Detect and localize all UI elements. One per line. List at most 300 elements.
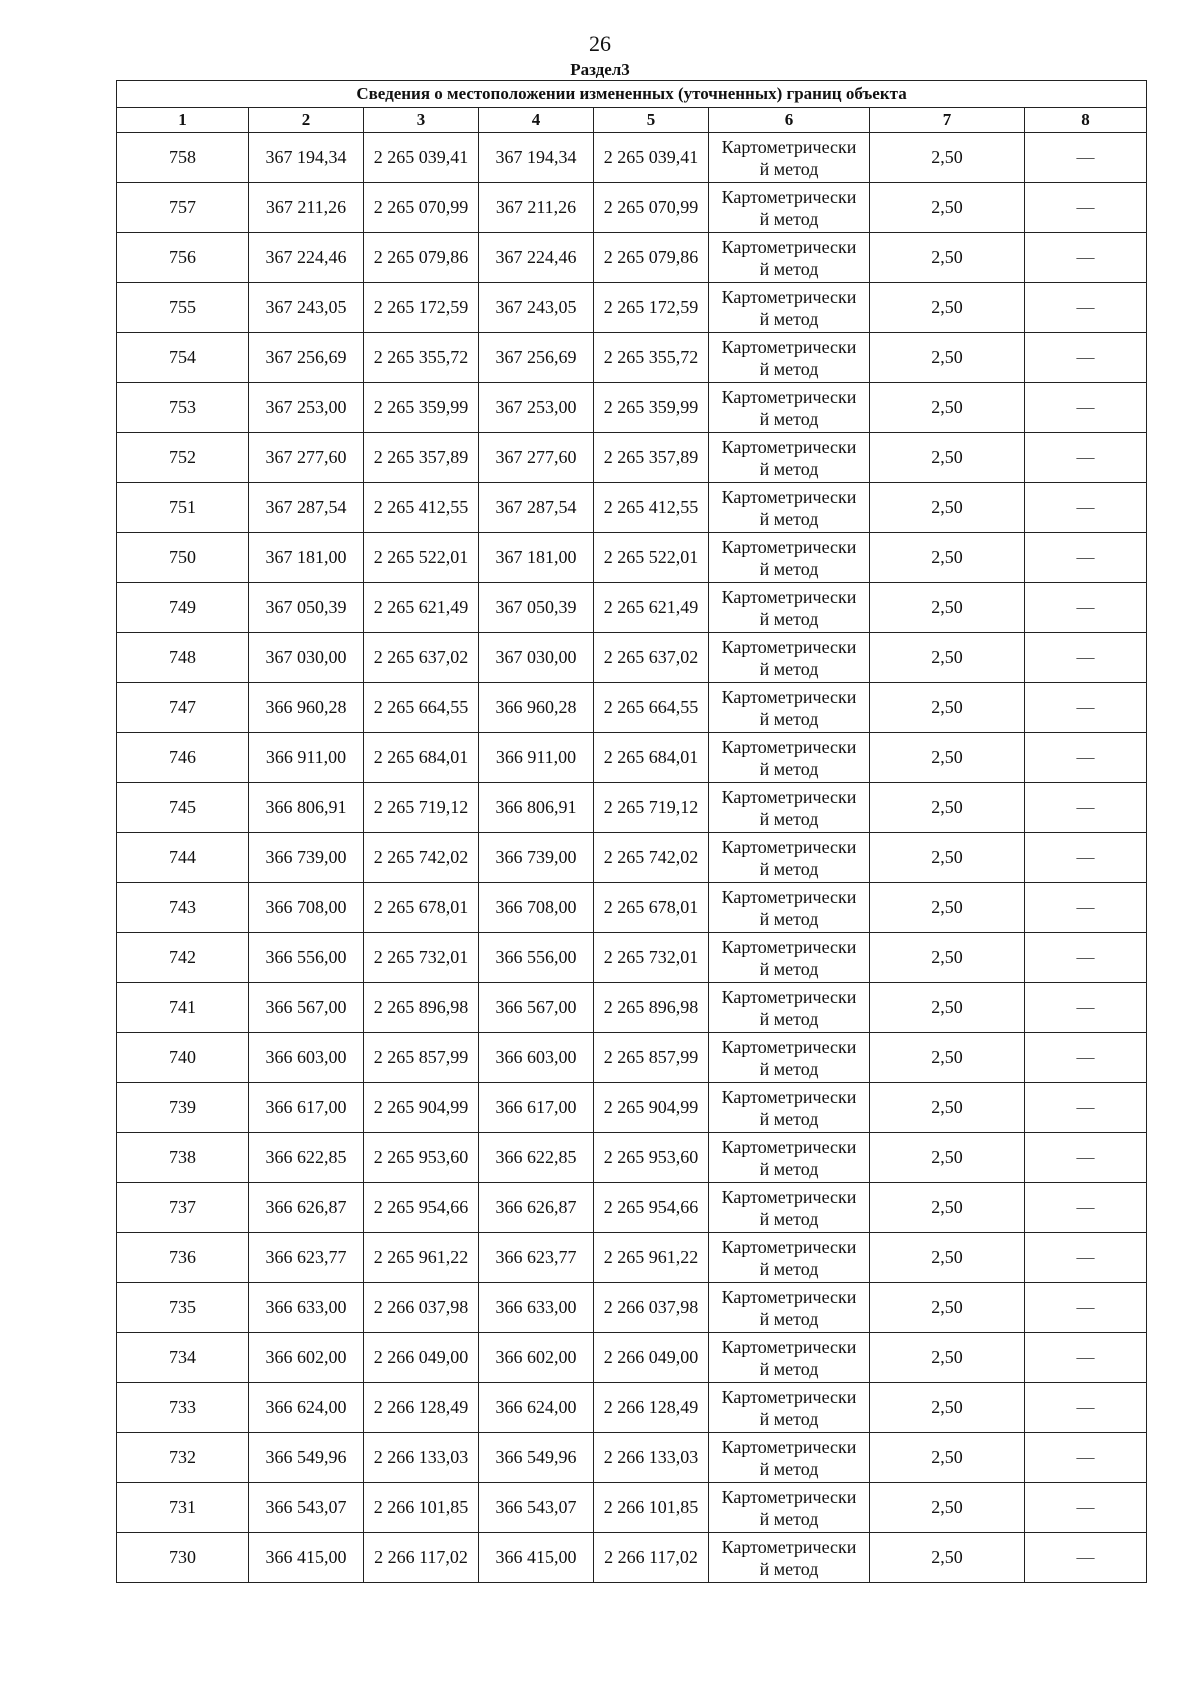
note-cell: — — [1025, 283, 1147, 333]
table-row — [117, 1333, 1147, 1383]
accuracy-cell: 2,50 — [870, 733, 1025, 783]
column-number-row — [117, 108, 1147, 133]
method-cell — [709, 283, 870, 333]
table-row — [117, 1483, 1147, 1533]
point-number-cell: 754 — [117, 333, 249, 383]
existing-y-cell: 2 265 079,86 — [364, 233, 479, 283]
table-row — [117, 183, 1147, 233]
existing-y-cell: 2 265 953,60 — [364, 1133, 479, 1183]
refined-x-cell: 366 603,00 — [479, 1033, 594, 1083]
method-line: й метод — [759, 1058, 819, 1079]
accuracy-cell: 2,50 — [870, 1533, 1025, 1583]
existing-y-cell: 2 265 742,02 — [364, 833, 479, 883]
method-line: Картометрически — [721, 236, 857, 257]
accuracy-cell: 2,50 — [870, 1233, 1025, 1283]
table-row — [117, 1233, 1147, 1283]
existing-x-cell: 366 617,00 — [249, 1083, 364, 1133]
method-line: Картометрически — [721, 886, 857, 907]
method-line: Картометрически — [721, 836, 857, 857]
method-cell — [709, 1483, 870, 1533]
table-row — [117, 1033, 1147, 1083]
method-cell — [709, 1233, 870, 1283]
method-line: Картометрически — [721, 1486, 857, 1507]
method-cell — [709, 383, 870, 433]
method-line: й метод — [759, 1308, 819, 1329]
method-line: Картометрически — [721, 1036, 857, 1057]
existing-x-cell: 367 050,39 — [249, 583, 364, 633]
accuracy-cell: 2,50 — [870, 883, 1025, 933]
refined-x-cell: 366 415,00 — [479, 1533, 594, 1583]
refined-x-cell: 367 030,00 — [479, 633, 594, 683]
accuracy-cell: 2,50 — [870, 1083, 1025, 1133]
method-line: Картометрически — [721, 136, 857, 157]
method-line: Картометрически — [721, 636, 857, 657]
refined-y-cell: 2 265 621,49 — [594, 583, 709, 633]
refined-y-cell: 2 265 172,59 — [594, 283, 709, 333]
method-cell — [709, 983, 870, 1033]
refined-x-cell: 366 556,00 — [479, 933, 594, 983]
refined-x-cell: 366 567,00 — [479, 983, 594, 1033]
method-cell — [709, 1033, 870, 1083]
method-line: Картометрически — [721, 1286, 857, 1307]
method-line: Картометрически — [721, 336, 857, 357]
method-line: й метод — [759, 208, 819, 229]
accuracy-cell: 2,50 — [870, 783, 1025, 833]
refined-y-cell: 2 265 678,01 — [594, 883, 709, 933]
method-line: й метод — [759, 1158, 819, 1179]
accuracy-cell: 2,50 — [870, 683, 1025, 733]
refined-x-cell: 367 287,54 — [479, 483, 594, 533]
refined-y-cell: 2 265 961,22 — [594, 1233, 709, 1283]
table-caption: Сведения о местоположении измененных (уточненных) границ объекта — [117, 81, 1147, 108]
method-cell — [709, 183, 870, 233]
method-line: й метод — [759, 1408, 819, 1429]
existing-y-cell: 2 265 412,55 — [364, 483, 479, 533]
point-number-cell: 753 — [117, 383, 249, 433]
note-cell: — — [1025, 333, 1147, 383]
existing-x-cell: 366 602,00 — [249, 1333, 364, 1383]
method-cell — [709, 633, 870, 683]
point-number-cell: 739 — [117, 1083, 249, 1133]
method-line: Картометрически — [721, 1086, 857, 1107]
method-cell — [709, 1333, 870, 1383]
method-line: Картометрически — [721, 1336, 857, 1357]
method-line: Картометрически — [721, 1436, 857, 1457]
note-cell: — — [1025, 983, 1147, 1033]
method-cell — [709, 1283, 870, 1333]
existing-y-cell: 2 266 037,98 — [364, 1283, 479, 1333]
note-cell: — — [1025, 533, 1147, 583]
refined-x-cell: 366 617,00 — [479, 1083, 594, 1133]
existing-x-cell: 367 277,60 — [249, 433, 364, 483]
existing-x-cell: 367 287,54 — [249, 483, 364, 533]
refined-x-cell: 366 806,91 — [479, 783, 594, 833]
existing-y-cell: 2 265 637,02 — [364, 633, 479, 683]
method-line: Картометрически — [721, 986, 857, 1007]
method-line: й метод — [759, 1458, 819, 1479]
table-row — [117, 583, 1147, 633]
existing-y-cell: 2 265 172,59 — [364, 283, 479, 333]
note-cell: — — [1025, 383, 1147, 433]
point-number-cell: 750 — [117, 533, 249, 583]
existing-x-cell: 366 739,00 — [249, 833, 364, 883]
method-cell — [709, 533, 870, 583]
note-cell: — — [1025, 1083, 1147, 1133]
method-line: й метод — [759, 958, 819, 979]
accuracy-cell: 2,50 — [870, 483, 1025, 533]
method-line: Картометрически — [721, 1536, 857, 1557]
existing-y-cell: 2 265 732,01 — [364, 933, 479, 983]
table-row — [117, 983, 1147, 1033]
refined-x-cell: 366 623,77 — [479, 1233, 594, 1283]
method-line: й метод — [759, 658, 819, 679]
refined-x-cell: 366 549,96 — [479, 1433, 594, 1483]
refined-y-cell: 2 266 133,03 — [594, 1433, 709, 1483]
refined-x-cell: 367 253,00 — [479, 383, 594, 433]
existing-y-cell: 2 265 355,72 — [364, 333, 479, 383]
accuracy-cell: 2,50 — [870, 1283, 1025, 1333]
refined-y-cell: 2 266 117,02 — [594, 1533, 709, 1583]
note-cell: — — [1025, 1183, 1147, 1233]
point-number-cell: 736 — [117, 1233, 249, 1283]
refined-x-cell: 366 911,00 — [479, 733, 594, 783]
note-cell: — — [1025, 683, 1147, 733]
accuracy-cell: 2,50 — [870, 233, 1025, 283]
existing-x-cell: 366 806,91 — [249, 783, 364, 833]
method-line: Картометрически — [721, 1186, 857, 1207]
refined-x-cell: 367 243,05 — [479, 283, 594, 333]
table-row — [117, 383, 1147, 433]
method-cell — [709, 583, 870, 633]
existing-y-cell: 2 266 049,00 — [364, 1333, 479, 1383]
refined-x-cell: 367 277,60 — [479, 433, 594, 483]
accuracy-cell: 2,50 — [870, 583, 1025, 633]
method-line: й метод — [759, 158, 819, 179]
refined-x-cell: 366 708,00 — [479, 883, 594, 933]
refined-y-cell: 2 265 684,01 — [594, 733, 709, 783]
method-cell — [709, 1133, 870, 1183]
existing-y-cell: 2 265 961,22 — [364, 1233, 479, 1283]
existing-y-cell: 2 265 954,66 — [364, 1183, 479, 1233]
refined-y-cell: 2 265 904,99 — [594, 1083, 709, 1133]
method-line: Картометрически — [721, 536, 857, 557]
note-cell: — — [1025, 1333, 1147, 1383]
method-cell — [709, 133, 870, 183]
refined-x-cell: 366 633,00 — [479, 1283, 594, 1333]
note-cell: — — [1025, 783, 1147, 833]
refined-y-cell: 2 265 412,55 — [594, 483, 709, 533]
refined-y-cell: 2 265 954,66 — [594, 1183, 709, 1233]
column-number: 6 — [709, 108, 870, 133]
note-cell: — — [1025, 233, 1147, 283]
point-number-cell: 735 — [117, 1283, 249, 1333]
accuracy-cell: 2,50 — [870, 1433, 1025, 1483]
method-cell — [709, 883, 870, 933]
table-row — [117, 1133, 1147, 1183]
method-line: й метод — [759, 308, 819, 329]
table-row — [117, 883, 1147, 933]
method-line: Картометрически — [721, 486, 857, 507]
accuracy-cell: 2,50 — [870, 533, 1025, 583]
existing-x-cell: 366 549,96 — [249, 1433, 364, 1483]
existing-x-cell: 366 415,00 — [249, 1533, 364, 1583]
existing-x-cell: 367 030,00 — [249, 633, 364, 683]
method-line: Картометрически — [721, 286, 857, 307]
point-number-cell: 746 — [117, 733, 249, 783]
existing-y-cell: 2 265 039,41 — [364, 133, 479, 183]
note-cell: — — [1025, 483, 1147, 533]
note-cell: — — [1025, 883, 1147, 933]
refined-y-cell: 2 265 719,12 — [594, 783, 709, 833]
note-cell: — — [1025, 833, 1147, 883]
refined-y-cell: 2 265 953,60 — [594, 1133, 709, 1183]
refined-y-cell: 2 265 355,72 — [594, 333, 709, 383]
point-number-cell: 740 — [117, 1033, 249, 1083]
existing-y-cell: 2 265 359,99 — [364, 383, 479, 433]
existing-x-cell: 366 603,00 — [249, 1033, 364, 1083]
method-cell — [709, 1183, 870, 1233]
refined-x-cell: 366 960,28 — [479, 683, 594, 733]
method-line: Картометрически — [721, 436, 857, 457]
existing-y-cell: 2 265 621,49 — [364, 583, 479, 633]
column-number: 7 — [870, 108, 1025, 133]
accuracy-cell: 2,50 — [870, 933, 1025, 983]
note-cell: — — [1025, 1133, 1147, 1183]
method-line: й метод — [759, 408, 819, 429]
accuracy-cell: 2,50 — [870, 983, 1025, 1033]
table-row — [117, 1383, 1147, 1433]
note-cell: — — [1025, 183, 1147, 233]
method-line: Картометрически — [721, 1386, 857, 1407]
method-cell — [709, 433, 870, 483]
existing-x-cell: 366 624,00 — [249, 1383, 364, 1433]
refined-y-cell: 2 265 896,98 — [594, 983, 709, 1033]
method-line: Картометрически — [721, 686, 857, 707]
table-row — [117, 483, 1147, 533]
refined-y-cell: 2 265 039,41 — [594, 133, 709, 183]
method-line: Картометрически — [721, 1236, 857, 1257]
table-row — [117, 1183, 1147, 1233]
existing-x-cell: 367 256,69 — [249, 333, 364, 383]
accuracy-cell: 2,50 — [870, 1333, 1025, 1383]
method-line: й метод — [759, 1258, 819, 1279]
method-line: й метод — [759, 558, 819, 579]
method-cell — [709, 733, 870, 783]
table-row — [117, 633, 1147, 683]
method-line: Картометрически — [721, 586, 857, 607]
method-line: й метод — [759, 1558, 819, 1579]
table-row — [117, 683, 1147, 733]
existing-y-cell: 2 265 857,99 — [364, 1033, 479, 1083]
existing-x-cell: 366 567,00 — [249, 983, 364, 1033]
method-line: Картометрически — [721, 386, 857, 407]
table-row — [117, 933, 1147, 983]
refined-x-cell: 366 543,07 — [479, 1483, 594, 1533]
accuracy-cell: 2,50 — [870, 133, 1025, 183]
method-line: Картометрически — [721, 186, 857, 207]
table-row — [117, 133, 1147, 183]
method-line: й метод — [759, 908, 819, 929]
method-line: й метод — [759, 1208, 819, 1229]
refined-y-cell: 2 265 732,01 — [594, 933, 709, 983]
point-number-cell: 737 — [117, 1183, 249, 1233]
refined-y-cell: 2 265 359,99 — [594, 383, 709, 433]
column-number: 8 — [1025, 108, 1147, 133]
method-line: й метод — [759, 808, 819, 829]
table-row — [117, 733, 1147, 783]
method-line: й метод — [759, 1108, 819, 1129]
existing-x-cell: 366 708,00 — [249, 883, 364, 933]
note-cell: — — [1025, 1533, 1147, 1583]
point-number-cell: 733 — [117, 1383, 249, 1433]
existing-x-cell: 367 243,05 — [249, 283, 364, 333]
note-cell: — — [1025, 133, 1147, 183]
refined-x-cell: 366 739,00 — [479, 833, 594, 883]
note-cell: — — [1025, 1033, 1147, 1083]
method-cell — [709, 1533, 870, 1583]
existing-x-cell: 366 911,00 — [249, 733, 364, 783]
method-cell — [709, 833, 870, 883]
method-line: й метод — [759, 508, 819, 529]
refined-y-cell: 2 265 857,99 — [594, 1033, 709, 1083]
existing-y-cell: 2 266 117,02 — [364, 1533, 479, 1583]
method-line: й метод — [759, 1008, 819, 1029]
refined-y-cell: 2 266 128,49 — [594, 1383, 709, 1433]
point-number-cell: 756 — [117, 233, 249, 283]
existing-x-cell: 366 622,85 — [249, 1133, 364, 1183]
existing-y-cell: 2 265 664,55 — [364, 683, 479, 733]
refined-y-cell: 2 265 664,55 — [594, 683, 709, 733]
refined-x-cell: 366 626,87 — [479, 1183, 594, 1233]
note-cell: — — [1025, 433, 1147, 483]
refined-x-cell: 366 624,00 — [479, 1383, 594, 1433]
method-cell — [709, 333, 870, 383]
method-line: Картометрически — [721, 736, 857, 757]
existing-x-cell: 366 556,00 — [249, 933, 364, 983]
point-number-cell: 734 — [117, 1333, 249, 1383]
method-cell — [709, 933, 870, 983]
accuracy-cell: 2,50 — [870, 833, 1025, 883]
refined-y-cell: 2 265 637,02 — [594, 633, 709, 683]
method-line: й метод — [759, 858, 819, 879]
refined-y-cell: 2 265 742,02 — [594, 833, 709, 883]
refined-x-cell: 366 622,85 — [479, 1133, 594, 1183]
point-number-cell: 738 — [117, 1133, 249, 1183]
point-number-cell: 745 — [117, 783, 249, 833]
method-cell — [709, 683, 870, 733]
method-cell — [709, 233, 870, 283]
point-number-cell: 742 — [117, 933, 249, 983]
existing-x-cell: 367 181,00 — [249, 533, 364, 583]
method-cell — [709, 1083, 870, 1133]
existing-x-cell: 366 543,07 — [249, 1483, 364, 1533]
note-cell: — — [1025, 733, 1147, 783]
existing-y-cell: 2 266 128,49 — [364, 1383, 479, 1433]
table-row — [117, 1083, 1147, 1133]
refined-y-cell: 2 265 522,01 — [594, 533, 709, 583]
table-row — [117, 533, 1147, 583]
accuracy-cell: 2,50 — [870, 183, 1025, 233]
accuracy-cell: 2,50 — [870, 1033, 1025, 1083]
existing-y-cell: 2 266 133,03 — [364, 1433, 479, 1483]
existing-x-cell: 367 194,34 — [249, 133, 364, 183]
accuracy-cell: 2,50 — [870, 633, 1025, 683]
method-line: й метод — [759, 758, 819, 779]
point-number-cell: 757 — [117, 183, 249, 233]
refined-x-cell: 367 050,39 — [479, 583, 594, 633]
refined-y-cell: 2 266 049,00 — [594, 1333, 709, 1383]
existing-y-cell: 2 265 719,12 — [364, 783, 479, 833]
method-line: й метод — [759, 1508, 819, 1529]
note-cell: — — [1025, 1433, 1147, 1483]
refined-y-cell: 2 266 101,85 — [594, 1483, 709, 1533]
point-number-cell: 731 — [117, 1483, 249, 1533]
point-number-cell: 747 — [117, 683, 249, 733]
note-cell: — — [1025, 1483, 1147, 1533]
existing-y-cell: 2 265 904,99 — [364, 1083, 479, 1133]
existing-x-cell: 367 253,00 — [249, 383, 364, 433]
column-number: 3 — [364, 108, 479, 133]
table-row — [117, 1283, 1147, 1333]
table-row — [117, 833, 1147, 883]
existing-x-cell: 366 960,28 — [249, 683, 364, 733]
note-cell: — — [1025, 933, 1147, 983]
table-row — [117, 433, 1147, 483]
method-line: й метод — [759, 358, 819, 379]
method-line: й метод — [759, 708, 819, 729]
table-row — [117, 233, 1147, 283]
existing-x-cell: 366 626,87 — [249, 1183, 364, 1233]
method-line: Картометрически — [721, 1136, 857, 1157]
point-number-cell: 749 — [117, 583, 249, 633]
point-number-cell: 744 — [117, 833, 249, 883]
existing-y-cell: 2 265 522,01 — [364, 533, 479, 583]
accuracy-cell: 2,50 — [870, 1483, 1025, 1533]
table-row — [117, 333, 1147, 383]
accuracy-cell: 2,50 — [870, 1383, 1025, 1433]
table-row — [117, 283, 1147, 333]
existing-y-cell: 2 265 684,01 — [364, 733, 479, 783]
refined-x-cell: 366 602,00 — [479, 1333, 594, 1383]
existing-y-cell: 2 265 070,99 — [364, 183, 479, 233]
point-number-cell: 758 — [117, 133, 249, 183]
existing-x-cell: 366 633,00 — [249, 1283, 364, 1333]
accuracy-cell: 2,50 — [870, 433, 1025, 483]
existing-x-cell: 366 623,77 — [249, 1233, 364, 1283]
existing-y-cell: 2 265 357,89 — [364, 433, 479, 483]
refined-x-cell: 367 224,46 — [479, 233, 594, 283]
point-number-cell: 752 — [117, 433, 249, 483]
refined-y-cell: 2 265 070,99 — [594, 183, 709, 233]
accuracy-cell: 2,50 — [870, 1183, 1025, 1233]
table-row — [117, 1433, 1147, 1483]
method-cell — [709, 483, 870, 533]
refined-x-cell: 367 256,69 — [479, 333, 594, 383]
method-cell — [709, 1383, 870, 1433]
method-cell — [709, 783, 870, 833]
existing-y-cell: 2 265 896,98 — [364, 983, 479, 1033]
column-number: 4 — [479, 108, 594, 133]
table-row — [117, 1533, 1147, 1583]
table-body — [117, 133, 1147, 1583]
point-number-cell: 730 — [117, 1533, 249, 1583]
accuracy-cell: 2,50 — [870, 383, 1025, 433]
refined-y-cell: 2 265 357,89 — [594, 433, 709, 483]
refined-y-cell: 2 266 037,98 — [594, 1283, 709, 1333]
existing-x-cell: 367 224,46 — [249, 233, 364, 283]
method-line: й метод — [759, 458, 819, 479]
method-line: Картометрически — [721, 786, 857, 807]
